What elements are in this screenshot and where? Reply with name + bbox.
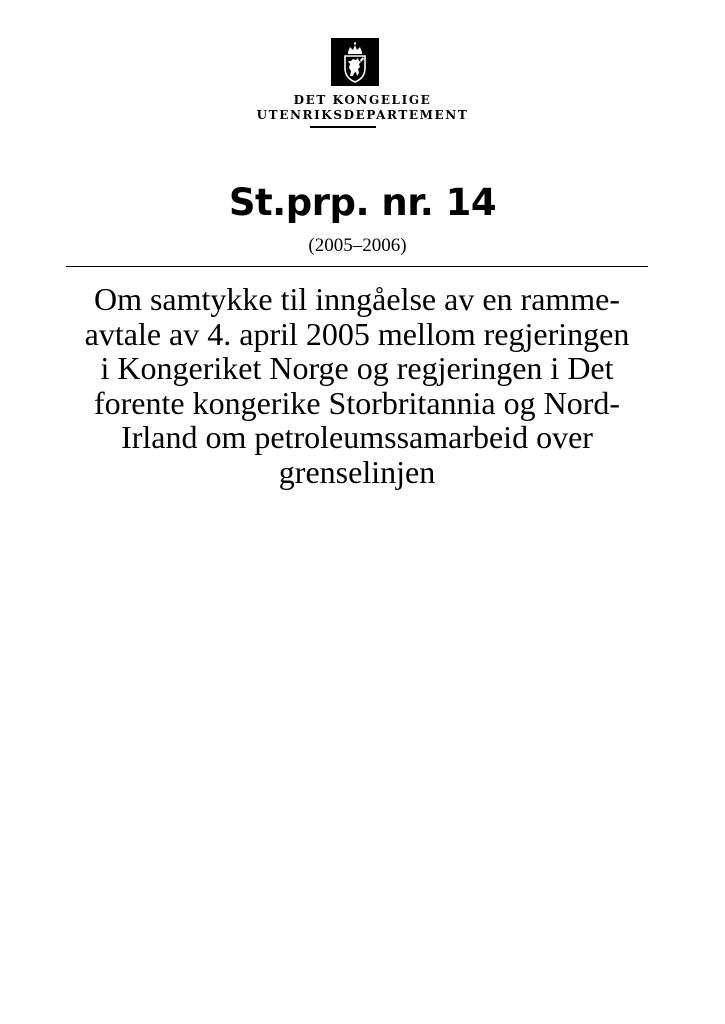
coat-of-arms-logo xyxy=(331,38,379,86)
ministry-name-line-1: DET KONGELIGE xyxy=(293,93,432,107)
subject-line: Irland om petroleumssamarbeid over xyxy=(121,419,593,456)
subject-line: avtale av 4. april 2005 mellom regjeringen xyxy=(84,315,630,352)
norwegian-coat-of-arms-icon xyxy=(331,38,379,86)
subject-line: grenselinjen xyxy=(278,453,436,490)
subject-line: forente kongerike Storbritannia og Nord- xyxy=(93,384,621,421)
title-divider xyxy=(66,266,648,267)
subject-line: Om samtykke til inngåelse av en ramme- xyxy=(93,281,621,317)
subject-line: i Kongeriket Norge og regjeringen i Det xyxy=(100,350,614,387)
ministry-underline xyxy=(310,126,376,128)
document-title: St.prp. nr. 14 xyxy=(228,181,497,224)
ministry-name-line-2: UTENRIKSDEPARTEMENT xyxy=(256,108,469,122)
document-years: (2005–2006) xyxy=(308,235,407,256)
document-subject xyxy=(60,282,654,490)
